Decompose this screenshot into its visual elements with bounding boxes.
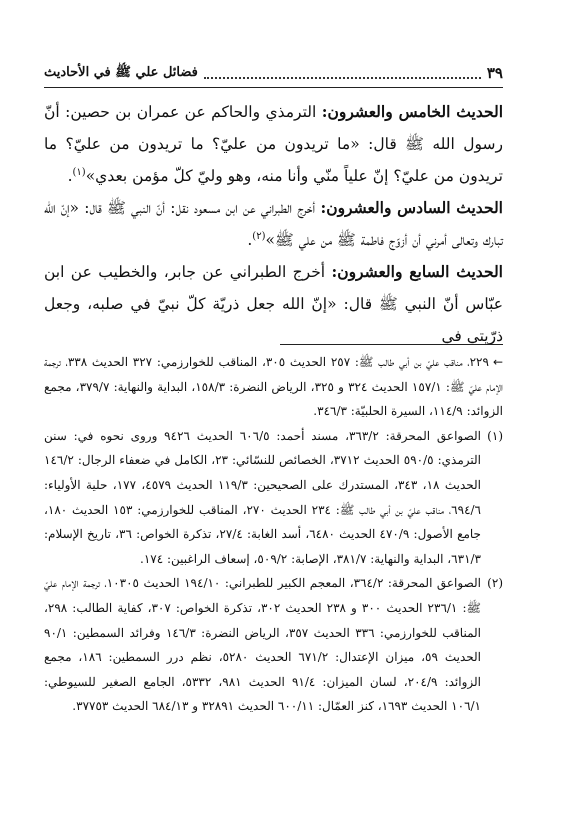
footnotes (44, 350, 503, 719)
footnote-1-number: (١) (487, 428, 503, 443)
running-header (44, 60, 503, 86)
footnote-2-text: الصواعق المحرقة: ٣٦٤/٢، المعجم الكبير للطبراني: ١٩٤/١٠ الحديث ١٠٣٠٥، ترجمة الإمام عليّ ﷺ: ٢٣٦/١ الحديث ٣٠٠ و ٢٣٨ الحديث ٣٠٢، تذكرة الخواص: ٣٠٧، كفاية الطالب: ٢٩٨، المناقب للخوارزمي: ٣٣٦ الحديث ٣٥٧، الرياض النضرة: ١٤٦/٣ وفرائد السمطين: ٩٠/١ الحديث ٥٩، ميزان الإعتدال: ٦٧١/٢ الحديث ٥٢٨٠، نظم درر السمطين: ١٨٦، مجمع الزوائد: ٢٠٤/٩، لسان الميزان: ٩١/٤ الحديث ٩٨١، ٥٣٣٢، الجامع الصغير للسيوطي: ١٠٦/١ الحديث ١٦٩٣، كنز العمّال: ٦٠٠/١١ الحديث ٣٢٨٩١ و ٦٨٤/١٣ الحديث ٣٧٧٥٣. (44, 576, 481, 714)
hadith-26-heading: الحديث السادس والعشرون: (320, 198, 503, 217)
footnote-ref-1: (١) (72, 166, 86, 178)
hadith-26-paragraph: الحديث السادس والعشرون: أخرج الطبراني عن ابن مسعود نقل: أنّ النبي ﷺ قال: «إنّ الله تبارك وتعالى أمرني أن أزوّج فاطمة ﷺ من علي ﷺ»$^{(٢)}$. (44, 198, 503, 249)
footnote-2 (44, 571, 503, 719)
main-text (44, 96, 503, 352)
hadith-26-text: أخرج الطبراني عن ابن مسعود نقل: أنّ النبي ﷺ قال: «إنّ الله تبارك وتعالى أمرني أن أزوّج فاطمة ﷺ من علي ﷺ» (44, 199, 503, 249)
hadith-27-heading: الحديث السابع والعشرون: (331, 262, 503, 281)
hadith-27-paragraph (44, 256, 503, 352)
footnote-separator (280, 344, 503, 345)
hadith-25-text: الترمذي والحاكم عن عمران بن حصين: أنّ رسول الله ﷺ قال: «ما تريدون من عليّ؟ ما تريدون من عليّ؟ ما تريدون من عليّ؟ إنّ علياً منّي وأنا منه، وهو وليّ كلّ مؤمن بعدي» (44, 103, 503, 185)
hadith-27-text: أخرج الطبراني عن جابر، والخطيب عن ابن عبّاس أنّ النبي ﷺ قال: «إنّ الله جعل ذريّة كلّ نبيّ في صلبه، وجعل ذرّيتي في (44, 263, 503, 345)
hadith-25-paragraph: الحديث الخامس والعشرون: الترمذي والحاكم عن عمران بن حصين: أنّ رسول الله ﷺ قال: «ما تريدون من عليّ؟ ما تريدون من عليّ؟ ما تريدون من عليّ؟ إنّ علياً منّي وأنا منه، وهو وليّ كلّ مؤمن بعدي»$^{(١)}$. (44, 102, 503, 185)
page-number: ٣٩ (486, 64, 503, 82)
header-dot-leader (204, 68, 481, 79)
footnote-2-number: (٢) (487, 576, 503, 591)
footnote-ref-2: (٢) (252, 230, 266, 242)
running-title: فضائل علي ﷺ في الأحاديث (44, 64, 198, 80)
header-rule (44, 87, 503, 88)
arrow-left-icon: ← (492, 355, 503, 369)
footnote-continuation (44, 350, 503, 424)
footnote-continuation-text: ٢٢٩، مناقب عليّ بن أبي طالب ﷺ: ٢٥٧ الحديث ٣٠٥، المناقب للخوارزمي: ٣٢٧ الحديث ٣٣٨، ترجمة الإمام عليّ ﷺ: ١٥٧/١ الحديث ٣٢٤ و ٣٢٥، الرياض النضرة: ١٥٨/٣، البداية والنهاية: ٣٧٩/٧، مجمع الزوائد: ١١٤/٩، السيرة الحلبيّة: ٣٤٦/٣. (44, 355, 503, 419)
hadith-25-heading: الحديث الخامس والعشرون: (321, 102, 503, 121)
footnote-1-text: الصواعق المحرقة: ٣٦٣/٢، مسند أحمد: ٦٠٦/٥ الحديث ٩٤٢٦ وروى نحوه في: سنن الترمذي: ٥٩٠/٥ الحديث ٣٧١٢، الخصائص للنسّائي: ٢٣، الكامل في ضعفاء الرجال: ١٤٦/٢ الحديث ١٨، ٣٤٣، المستدرك على الصحيحين: ١١٩/٣ الحديث ٤٥٧٩، ١٧٧، حلية الأولياء: ٦٩٤/٦، مناقب عليّ بن أبي طالب ﷺ: ٢٣٤ الحديث ٢٧٠، المناقب للخوارزمي: ١٥٣ الحديث ١٨٠، جامع الأصول: ٤٧٠/٩ الحديث ٦٤٨٠، أسد الغابة: ٢٧/٤، تذكرة الخواص: ٣٦، تاريخ الإسلام: ٦٣١/٣، البداية والنهاية: ٣٨١/٧، الإصابة: ٥٠٩/٢، إسعاف الراغبين: ١٧٤. (44, 428, 482, 566)
footnote-1 (44, 424, 503, 572)
